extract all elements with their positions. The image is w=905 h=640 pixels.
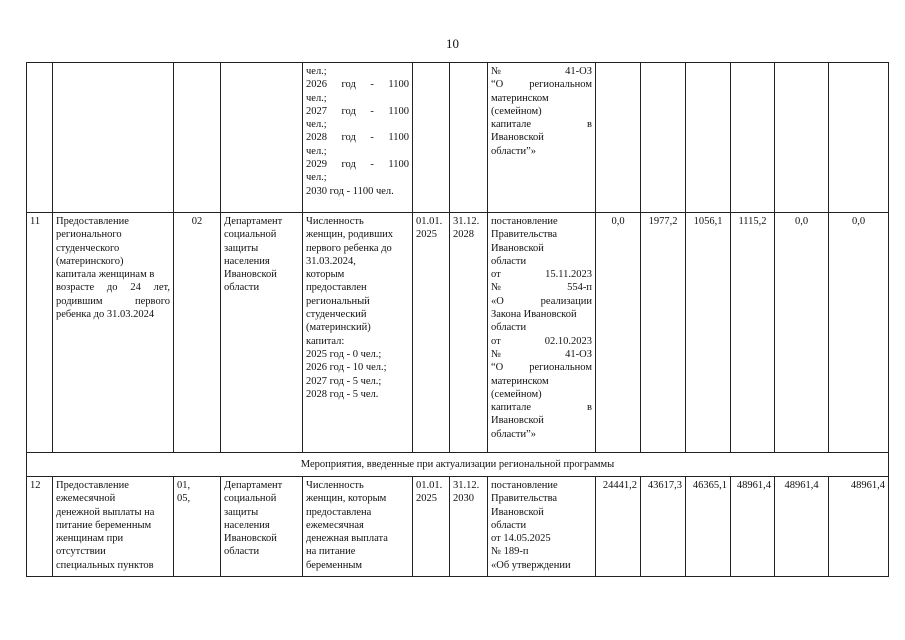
table-row-11	[27, 213, 889, 453]
cell-indicator: Численность женщин, которым предоставлена ежемесячная денежная выплата на питание беременным	[303, 477, 413, 577]
cell-value: 1977,2	[641, 213, 686, 453]
cell-value: 48961,4	[731, 477, 775, 577]
cell-value: 48961,4	[829, 477, 889, 577]
cell-end: 31.12. 2028	[450, 213, 488, 453]
justified-line: 2029 год - 1100	[306, 159, 409, 171]
cell-name	[53, 63, 174, 213]
cell-num: 11	[27, 213, 53, 453]
cell-value: 24441,2	[596, 477, 641, 577]
cell-num	[27, 63, 53, 213]
cell-value: 43617,3	[641, 477, 686, 577]
cell-value	[596, 63, 641, 213]
justified-line: 2027 год - 1100	[306, 105, 409, 117]
justified-line: возрасте до 24 лет,	[56, 282, 170, 294]
cell-value	[731, 63, 775, 213]
cell-value	[641, 63, 686, 213]
justified-line: № 554-п	[491, 282, 592, 294]
section-header-row	[27, 453, 889, 477]
cell-basis: постановление Правительства Ивановской области от 14.05.2025 № 189-п «Об утверждении	[488, 477, 596, 577]
cell-value: 1115,2	[731, 213, 775, 453]
cell-value: 0,0	[829, 213, 889, 453]
cell-code: 02	[174, 213, 221, 453]
cell-start	[413, 63, 450, 213]
cell-name: Предоставление регионального студенческого (материнского) капитала женщинам в возрасте до 24 лет, родившим первого ребенка до 31.03.2024	[53, 213, 174, 453]
justified-line: от 15.11.2023	[491, 269, 592, 281]
cell-indicator: Численность женщин, родивших первого ребенка до 31.03.2024, которым предоставлен региональный студенческий (материнский) капитал: 2025 год - 0 чел.; 2026 год - 10 чел.; 2027 год - 5 чел.; 2028 год - 5 чел.	[303, 213, 413, 453]
justified-line: 2028 год - 1100	[306, 132, 409, 144]
cell-value	[829, 63, 889, 213]
justified-line: капитале в	[491, 402, 592, 414]
program-table	[26, 62, 889, 577]
cell-name: Предоставление ежемесячной денежной выплаты на питание беременным женщинам при отсутствии специальных пунктов	[53, 477, 174, 577]
justified-line: капитале в	[491, 119, 592, 131]
cell-executor: Департамент социальной защиты населения Ивановской области	[221, 213, 303, 453]
cell-indicator: чел.; 2026 год - 1100 чел.; 2027 год - 1100 чел.; 2028 год - 1100 чел.; 2029 год - 1100 чел.; 2030 год - 1100 чел.	[303, 63, 413, 213]
cell-executor	[221, 63, 303, 213]
cell-value	[775, 63, 829, 213]
justified-line: «О реализации	[491, 295, 592, 307]
cell-value: 48961,4	[775, 477, 829, 577]
justified-line: № 41-ОЗ	[491, 66, 592, 77]
cell-value: 0,0	[596, 213, 641, 453]
justified-line: от 02.10.2023	[491, 335, 592, 347]
table-row-12	[27, 477, 889, 577]
cell-value: 1056,1	[686, 213, 731, 453]
section-title: Мероприятия, введенные при актуализации региональной программы	[27, 453, 889, 477]
cell-basis: постановление Правительства Ивановской области от 15.11.2023 № 554-п «О реализации Закона Ивановской области от 02.10.2023 № 41-ОЗ “О региональном материнском (семейном) капитале в Ивановской области”»	[488, 213, 596, 453]
cell-end	[450, 63, 488, 213]
cell-executor: Департамент социальной защиты населения Ивановской области	[221, 477, 303, 577]
cell-end: 31.12. 2030	[450, 477, 488, 577]
cell-start: 01.01. 2025	[413, 477, 450, 577]
table-row-continuation	[27, 63, 889, 213]
justified-line: родившим первого	[56, 295, 170, 307]
cell-value: 0,0	[775, 213, 829, 453]
cell-value: 46365,1	[686, 477, 731, 577]
page-number: 10	[446, 36, 459, 51]
cell-code: 01, 05,	[174, 477, 221, 577]
cell-value	[686, 63, 731, 213]
justified-line: “О региональном	[491, 362, 592, 374]
cell-num: 12	[27, 477, 53, 577]
cell-start: 01.01. 2025	[413, 213, 450, 453]
cell-basis: № 41-ОЗ “О региональном материнском (семейном) капитале в Ивановской области”»	[488, 63, 596, 213]
justified-line: № 41-ОЗ	[491, 348, 592, 360]
justified-line: 2026 год - 1100	[306, 79, 409, 91]
cell-code	[174, 63, 221, 213]
justified-line: “О региональном	[491, 79, 592, 91]
